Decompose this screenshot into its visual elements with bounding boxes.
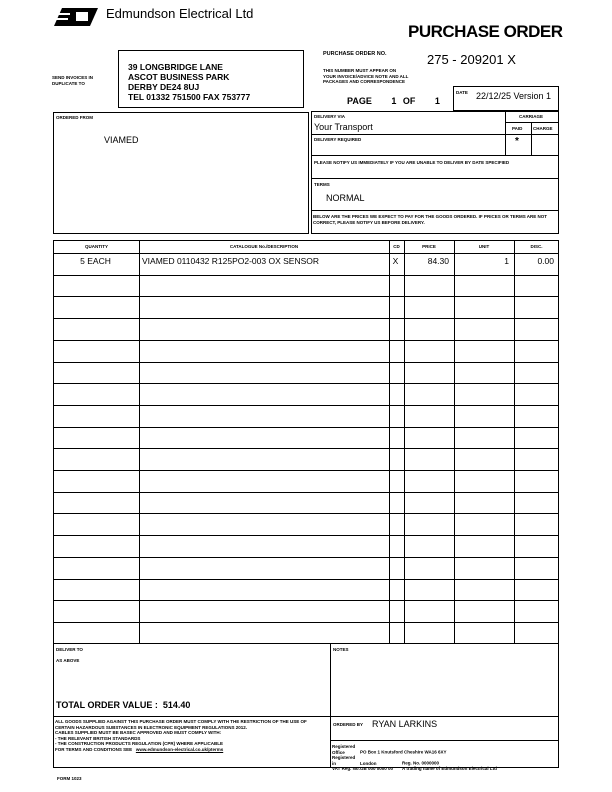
column-header: CATALOGUE No./DESCRIPTION bbox=[229, 244, 299, 249]
charge-label: CHARGE bbox=[533, 126, 553, 131]
table-cell: 84.30 bbox=[427, 256, 449, 266]
table-row bbox=[54, 405, 558, 406]
address-line: 39 LONGBRIDGE LANE bbox=[128, 62, 223, 72]
items-table bbox=[53, 240, 559, 644]
table-row bbox=[54, 318, 558, 319]
column-header: UNIT bbox=[478, 244, 490, 249]
column-header: DISC. bbox=[530, 244, 543, 249]
po-note: YOUR INVOICE/ADVICE NOTE AND ALL bbox=[323, 73, 409, 79]
delivery-via-label: DELIVERY VIA bbox=[314, 114, 346, 119]
carriage-label: CARRIAGE bbox=[519, 114, 544, 119]
date-box bbox=[453, 86, 559, 111]
form-number: FORM 1023 bbox=[57, 776, 82, 781]
table-cell: 0.00 bbox=[537, 256, 554, 266]
price-note: BELOW ARE THE PRICES WE EXPECT TO PAY FOR THE GOODS ORDERED. IF PRICES OR TERMS ARE NOT CORRECT, PLEASE NOTIFY US BEFORE DELIVERY. bbox=[313, 214, 548, 225]
table-row bbox=[54, 600, 558, 601]
ordered-from-box bbox=[53, 112, 309, 234]
table-row bbox=[54, 253, 558, 254]
terms-link[interactable]: www.edmundson-electrical.co.uk/pterms bbox=[135, 746, 224, 752]
table-row bbox=[54, 579, 558, 580]
table-row bbox=[54, 427, 558, 428]
table-cell: X bbox=[392, 256, 399, 266]
notes-label: NOTES bbox=[333, 647, 349, 652]
table-row bbox=[54, 535, 558, 536]
column-header: CD bbox=[393, 244, 400, 249]
table-cell: VIAMED 0110432 R125PO2-003 OX SENSOR bbox=[142, 256, 320, 266]
company-logo-icon bbox=[54, 6, 98, 28]
delivery-via: Your Transport bbox=[314, 122, 373, 132]
po-note: PACKAGES AND CORRESPONDENCE bbox=[323, 79, 406, 84]
deliver-to-label: DELIVER TO bbox=[56, 647, 83, 652]
invoice-address-box bbox=[118, 50, 304, 108]
column-header: QUANTITY bbox=[85, 244, 108, 249]
ordered-by-label: ORDERED BY bbox=[333, 722, 364, 727]
table-row bbox=[54, 296, 558, 297]
po-note: THIS NUMBER MUST APPEAR ON bbox=[323, 68, 397, 73]
table-row bbox=[54, 492, 558, 493]
table-row bbox=[54, 513, 558, 514]
table-cell: 5 EACH bbox=[80, 256, 111, 266]
table-row bbox=[54, 275, 558, 276]
date-value: 22/12/25 Version 1 bbox=[476, 91, 552, 101]
table-row bbox=[54, 470, 558, 471]
footer-box bbox=[53, 643, 559, 771]
deliver-to-value: AS ABOVE bbox=[56, 658, 80, 663]
table-cell: 1 bbox=[504, 256, 509, 266]
delivery-required-label: DELIVERY REQUIRED bbox=[314, 137, 362, 142]
terms-label: TERMS bbox=[314, 182, 330, 187]
table-row bbox=[54, 362, 558, 363]
address-line: ASCOT BUSINESS PARK bbox=[128, 72, 230, 82]
legal-text: ALL GOODS SUPPLIED AGAINST THIS PURCHASE ORDER MUST COMPLY WITH THE RESTRICTION OF THE USE OF CERTAIN HAZARDOUS SUBSTANCES IN ELECTRONIC EQUIPMENT REGULATIONS 2012. CABLES SUPPLIED MUST BE BASEC APPROVED AND MUST COMPLY WITH: - THE RELEVANT BRITISH STANDARDS - THE CONSTRUCTION PRODUCTS REGULATION (CPR) WHERE APPLICABLE FOR TERMS AND CONDITIONS SEE www.edmundson-electrical.co.uk/pterms bbox=[55, 719, 307, 752]
registered-info: Registered Office PO Box 1 Knutsford Cheshire WA16 6XY Registered in London Reg. No. 0000000 VAT Reg. No.GB 000 0000 00 A trading name of Edmundson Electrical Ltd bbox=[332, 744, 497, 771]
address-line: DERBY DE24 8UJ bbox=[128, 82, 200, 92]
date-label: DATE bbox=[456, 90, 468, 95]
table-row bbox=[54, 340, 558, 341]
column-header: PRICE bbox=[422, 244, 436, 249]
supplier-name: VIAMED bbox=[104, 135, 139, 145]
address-line: TEL 01332 751500 FAX 753777 bbox=[128, 92, 251, 102]
terms-value: NORMAL bbox=[326, 193, 365, 203]
paid-label: PAID bbox=[512, 126, 523, 131]
table-row bbox=[54, 622, 558, 623]
table-row bbox=[54, 448, 558, 449]
send-invoices-label: SEND INVOICES IN DUPLICATE TO bbox=[52, 75, 94, 86]
table-row bbox=[54, 557, 558, 558]
table-row bbox=[54, 383, 558, 384]
po-number-label: PURCHASE ORDER NO. bbox=[323, 51, 387, 57]
ordered-from-label: ORDERED FROM bbox=[56, 115, 93, 120]
notify-text: PLEASE NOTIFY US IMMEDIATELY IF YOU ARE UNABLE TO DELIVER BY DATE SPECIFIED bbox=[314, 160, 510, 165]
document-title: PURCHASE ORDER bbox=[408, 22, 563, 41]
po-number: 275 - 209201 X bbox=[427, 52, 516, 67]
paid-mark: * bbox=[515, 136, 519, 147]
total-order-value: TOTAL ORDER VALUE : 514.40 bbox=[56, 700, 191, 710]
ordered-by-value: RYAN LARKINS bbox=[372, 719, 438, 729]
page-indicator: PAGE 1 OF 1 bbox=[347, 96, 440, 106]
delivery-box bbox=[311, 111, 559, 234]
company-name: Edmundson Electrical Ltd bbox=[106, 6, 254, 21]
